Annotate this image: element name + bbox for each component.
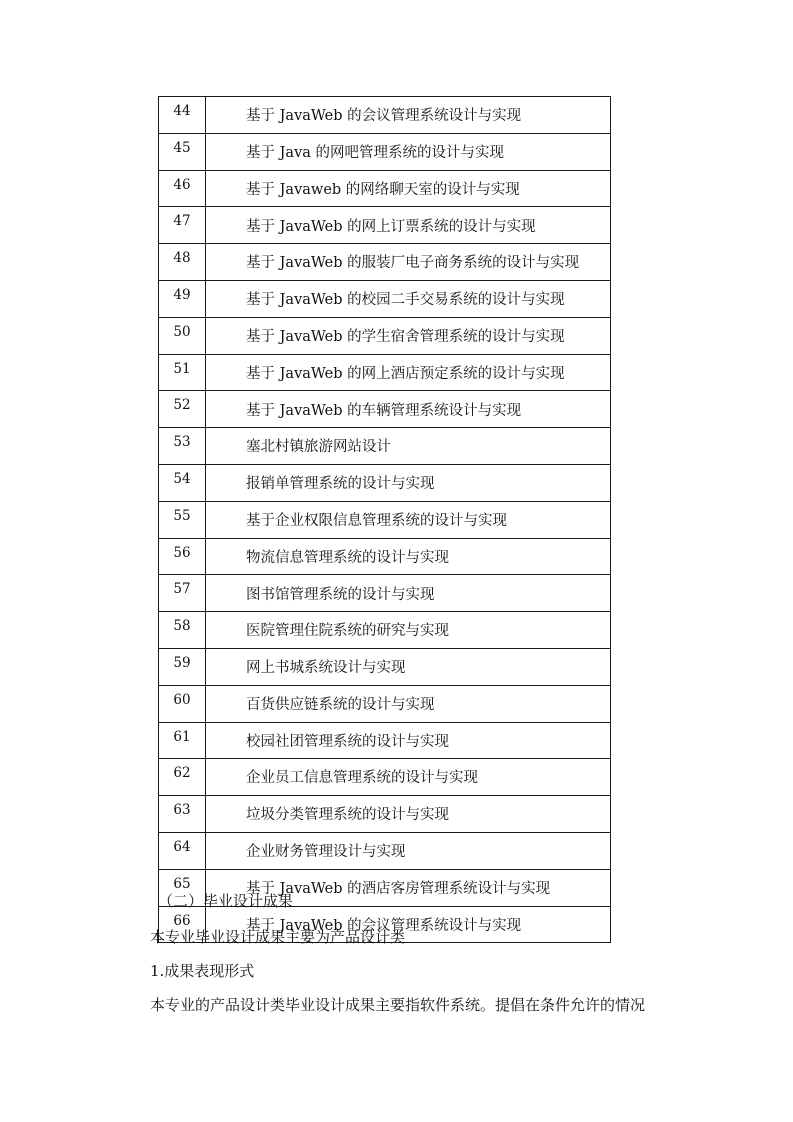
topics-table-body	[159, 97, 611, 943]
table-row	[159, 428, 611, 465]
topic-title: 基于 JavaWeb 的校园二手交易系统的设计与实现	[206, 280, 611, 317]
topic-title: 基于 JavaWeb 的酒店客房管理系统设计与实现	[206, 869, 611, 906]
table-row	[159, 317, 611, 354]
topic-number: 63	[159, 796, 206, 833]
topic-title: 垃圾分类管理系统的设计与实现	[206, 796, 611, 833]
topic-number: 62	[159, 759, 206, 796]
topic-title: 报销单管理系统的设计与实现	[206, 464, 611, 501]
topic-title: 基于 JavaWeb 的学生宿舍管理系统的设计与实现	[206, 317, 611, 354]
paragraph: 本专业毕业设计成果主要为产品设计类	[150, 928, 406, 946]
topic-title: 基于 JavaWeb 的网上订票系统的设计与实现	[206, 207, 611, 244]
topic-number: 48	[159, 244, 206, 281]
table-row	[159, 538, 611, 575]
topic-number: 59	[159, 648, 206, 685]
topic-number: 45	[159, 133, 206, 170]
topic-number: 65	[159, 869, 206, 906]
topic-title: 基于企业权限信息管理系统的设计与实现	[206, 501, 611, 538]
topic-title: 基于 JavaWeb 的会议管理系统设计与实现	[206, 97, 611, 134]
table-row	[159, 354, 611, 391]
topic-number: 49	[159, 280, 206, 317]
table-row	[159, 501, 611, 538]
table-row	[159, 391, 611, 428]
topic-title: 基于 JavaWeb 的网上酒店预定系统的设计与实现	[206, 354, 611, 391]
topic-title: 百货供应链系统的设计与实现	[206, 685, 611, 722]
topic-number: 54	[159, 464, 206, 501]
topic-title: 医院管理住院系统的研究与实现	[206, 612, 611, 649]
topic-number: 61	[159, 722, 206, 759]
table-row	[159, 280, 611, 317]
table-row	[159, 722, 611, 759]
topic-number: 50	[159, 317, 206, 354]
topic-number: 56	[159, 538, 206, 575]
topic-number: 47	[159, 207, 206, 244]
topic-title: 塞北村镇旅游网站设计	[206, 428, 611, 465]
table-row	[159, 97, 611, 134]
topic-title: 企业员工信息管理系统的设计与实现	[206, 759, 611, 796]
table-row	[159, 464, 611, 501]
table-row	[159, 575, 611, 612]
topic-number: 44	[159, 97, 206, 134]
table-row	[159, 759, 611, 796]
topics-table	[158, 96, 611, 943]
table-row	[159, 648, 611, 685]
section-title: （二）毕业设计成果	[158, 892, 294, 910]
table-row	[159, 832, 611, 869]
table-row	[159, 207, 611, 244]
topic-number: 66	[159, 906, 206, 943]
topic-title: 基于 Javaweb 的网络聊天室的设计与实现	[206, 170, 611, 207]
topic-title: 基于 JavaWeb 的会议管理系统设计与实现	[206, 906, 611, 943]
table-row	[159, 244, 611, 281]
topic-number: 64	[159, 832, 206, 869]
subsection-heading: 1.成果表现形式	[150, 962, 255, 980]
topic-title: 图书馆管理系统的设计与实现	[206, 575, 611, 612]
table-row	[159, 133, 611, 170]
paragraph: 本专业的产品设计类毕业设计成果主要指软件系统。提倡在条件允许的情况	[150, 996, 646, 1014]
topic-number: 55	[159, 501, 206, 538]
topic-number: 46	[159, 170, 206, 207]
topic-title: 校园社团管理系统的设计与实现	[206, 722, 611, 759]
table-row	[159, 612, 611, 649]
topic-number: 60	[159, 685, 206, 722]
table-row	[159, 685, 611, 722]
topic-number: 58	[159, 612, 206, 649]
topic-number: 52	[159, 391, 206, 428]
topic-title: 基于 JavaWeb 的服装厂电子商务系统的设计与实现	[206, 244, 611, 281]
topic-number: 53	[159, 428, 206, 465]
topic-title: 企业财务管理设计与实现	[206, 832, 611, 869]
table-row	[159, 796, 611, 833]
topic-title: 物流信息管理系统的设计与实现	[206, 538, 611, 575]
topic-number: 57	[159, 575, 206, 612]
topic-title: 基于 Java 的网吧管理系统的设计与实现	[206, 133, 611, 170]
topic-title: 基于 JavaWeb 的车辆管理系统设计与实现	[206, 391, 611, 428]
topic-number: 51	[159, 354, 206, 391]
table-row	[159, 170, 611, 207]
topic-title: 网上书城系统设计与实现	[206, 648, 611, 685]
